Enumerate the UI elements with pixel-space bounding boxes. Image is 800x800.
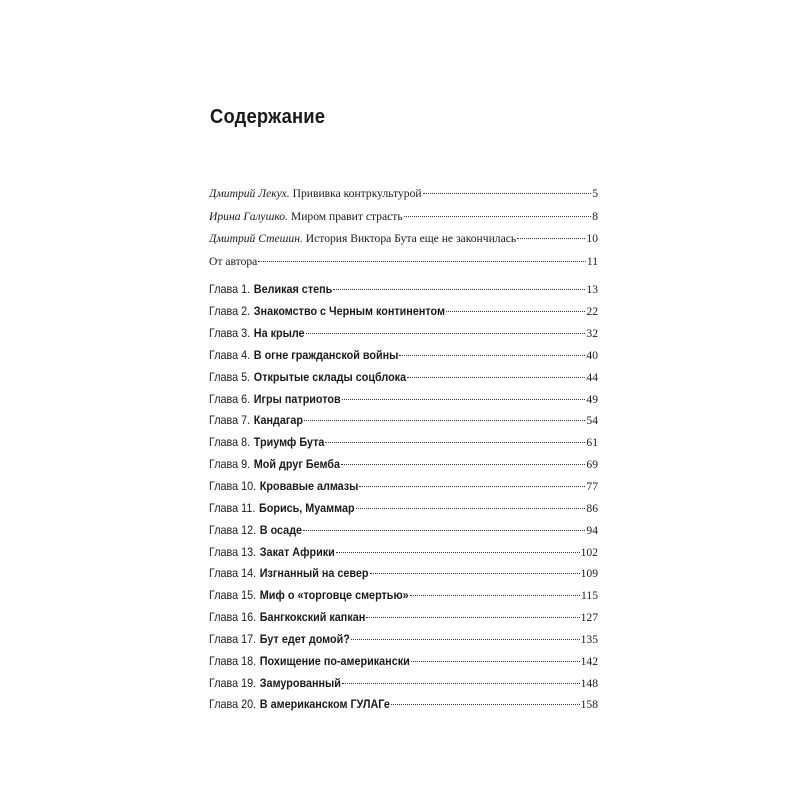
toc-chapter-number: Глава 6. xyxy=(209,391,251,406)
toc-chapter-title: Бут едет домой? xyxy=(259,631,350,646)
toc-chapter-title: Игры патриотов xyxy=(253,391,341,406)
toc-entry-title: История Виктора Бута еще не закончилась xyxy=(305,232,517,246)
toc-chapter-entry[interactable] xyxy=(209,279,598,301)
toc-dot-leader xyxy=(336,552,580,553)
toc-page-number: 40 xyxy=(586,348,598,362)
toc-dot-leader xyxy=(407,377,585,378)
toc-dot-leader xyxy=(341,464,585,465)
toc-chapter-title: Миф о «торговце смертью» xyxy=(259,588,409,603)
toc-chapter-title: Бангкокский капкан xyxy=(259,610,366,625)
toc-chapter-entry[interactable] xyxy=(209,367,598,389)
toc-entry-text xyxy=(209,651,410,673)
toc-entry-text xyxy=(209,389,341,411)
toc-chapter-title: Кровавые алмазы xyxy=(259,478,359,493)
toc-dot-leader xyxy=(303,530,585,531)
toc-chapter-title: На крыле xyxy=(253,326,305,341)
toc-entry-text xyxy=(209,367,406,389)
toc-page-number: 102 xyxy=(580,545,598,559)
toc-entry-text xyxy=(209,206,403,229)
toc-chapter-entry[interactable] xyxy=(209,585,598,607)
toc-chapter-title: Замурованный xyxy=(259,675,341,690)
toc-page-number: 8 xyxy=(592,209,598,223)
toc-dot-leader xyxy=(366,617,579,618)
toc-chapter-number: Глава 9. xyxy=(209,457,251,472)
toc-entry-text xyxy=(209,520,302,542)
toc-page-number: 158 xyxy=(580,698,598,712)
toc-dot-leader xyxy=(342,399,586,400)
toc-dot-leader xyxy=(351,639,580,640)
toc-chapter-entry[interactable] xyxy=(209,520,598,542)
toc-chapter-number: Глава 10. xyxy=(209,478,257,493)
toc-dot-leader xyxy=(517,238,585,239)
toc-entry-text xyxy=(209,432,324,454)
toc-chapter-title: Открытые склады соцблока xyxy=(253,369,407,384)
toc-chapter-number: Глава 4. xyxy=(209,347,251,362)
toc-dot-leader xyxy=(258,261,586,262)
toc-page-number: 13 xyxy=(586,283,598,297)
toc-front-matter-entry[interactable] xyxy=(209,183,598,206)
toc-entry-text xyxy=(209,673,341,695)
toc-chapter-title: В огне гражданской войны xyxy=(253,347,399,362)
toc-entry-text xyxy=(209,694,390,716)
toc-chapter-entry[interactable] xyxy=(209,673,598,695)
toc-chapter-number: Глава 8. xyxy=(209,435,251,450)
table-of-contents xyxy=(209,183,598,716)
toc-chapter-entry[interactable] xyxy=(209,629,598,651)
toc-front-matter-entry[interactable] xyxy=(209,251,598,274)
toc-page-number: 127 xyxy=(580,611,598,625)
toc-entry-title: Миром правит страсть xyxy=(290,209,403,223)
toc-page-number: 86 xyxy=(586,501,598,515)
toc-page-number: 142 xyxy=(580,654,598,668)
toc-chapter-number: Глава 15. xyxy=(209,588,257,603)
toc-dot-leader xyxy=(325,442,585,443)
toc-page-number: 148 xyxy=(580,676,598,690)
toc-chapter-number: Глава 16. xyxy=(209,610,257,625)
toc-entry-author: Дмитрий Стешин. xyxy=(209,232,303,246)
toc-chapter-number: Глава 7. xyxy=(209,413,251,428)
toc-entry-text xyxy=(209,542,335,564)
toc-entry-author: Дмитрий Лекух. xyxy=(209,187,290,200)
toc-page-number: 109 xyxy=(580,567,598,581)
toc-chapter-title: В американском ГУЛАГе xyxy=(259,697,390,712)
toc-dot-leader xyxy=(342,683,580,684)
toc-dot-leader xyxy=(446,311,585,312)
toc-page-number: 10 xyxy=(586,232,598,246)
toc-chapter-title: В осаде xyxy=(259,522,303,537)
toc-entry-title: От автора xyxy=(209,254,258,268)
toc-chapter-number: Глава 18. xyxy=(209,653,257,668)
toc-entry-text xyxy=(209,629,350,651)
toc-entry-text xyxy=(209,228,516,251)
toc-dot-leader xyxy=(423,193,592,194)
toc-chapter-number: Глава 14. xyxy=(209,566,257,581)
toc-chapter-entry[interactable] xyxy=(209,432,598,454)
page-title: Содержание xyxy=(210,106,326,128)
toc-chapter-title: Закат Африки xyxy=(259,544,335,559)
toc-page-number: 5 xyxy=(592,187,598,200)
toc-chapter-number: Глава 20. xyxy=(209,697,257,712)
toc-page-number: 44 xyxy=(586,370,598,384)
toc-chapter-number: Глава 3. xyxy=(209,326,251,341)
toc-entry-text xyxy=(209,476,358,498)
toc-chapter-number: Глава 19. xyxy=(209,675,257,690)
toc-entry-text xyxy=(209,585,409,607)
toc-chapter-number: Глава 5. xyxy=(209,369,251,384)
toc-chapter-title: Великая степь xyxy=(253,282,333,297)
toc-chapter-entry[interactable] xyxy=(209,410,598,432)
toc-page-number: 54 xyxy=(586,414,598,428)
toc-front-matter-entry[interactable] xyxy=(209,206,598,229)
toc-chapter-title: Мой друг Бемба xyxy=(253,457,340,472)
toc-entry-text xyxy=(209,279,332,301)
toc-dot-leader xyxy=(399,355,585,356)
toc-page-number: 94 xyxy=(586,523,598,537)
toc-entry-text xyxy=(209,410,303,432)
toc-entry-text xyxy=(209,323,305,345)
toc-dot-leader xyxy=(359,486,585,487)
toc-chapter-entry[interactable] xyxy=(209,323,598,345)
toc-chapter-entry[interactable] xyxy=(209,301,598,323)
toc-entry-text xyxy=(209,345,398,367)
toc-chapter-entry[interactable] xyxy=(209,542,598,564)
toc-entry-text xyxy=(209,454,340,476)
toc-entry-text xyxy=(209,183,422,206)
toc-chapter-title: Борись, Муаммар xyxy=(258,500,355,515)
toc-chapter-title: Изгнанный на север xyxy=(259,566,369,581)
toc-page-number: 32 xyxy=(586,327,598,341)
toc-chapter-entry[interactable] xyxy=(209,607,598,629)
toc-dot-leader xyxy=(411,661,580,662)
toc-page-number: 11 xyxy=(586,254,598,268)
toc-dot-leader xyxy=(306,333,586,334)
toc-page-number: 61 xyxy=(586,436,598,450)
toc-entry-text xyxy=(209,563,369,585)
toc-dot-leader xyxy=(304,420,585,421)
toc-page-number: 69 xyxy=(586,458,598,472)
toc-page-number: 77 xyxy=(586,479,598,493)
toc-dot-leader xyxy=(370,573,580,574)
toc-page-number: 115 xyxy=(581,589,598,603)
toc-entry-text xyxy=(209,301,445,323)
toc-chapter-number: Глава 2. xyxy=(209,304,251,319)
toc-chapter-title: Кандагар xyxy=(253,413,304,428)
toc-front-matter-entry[interactable] xyxy=(209,228,598,251)
toc-chapter-title: Похищение по-американски xyxy=(259,653,410,668)
toc-entry-text xyxy=(209,607,365,629)
toc-chapter-entry[interactable] xyxy=(209,454,598,476)
toc-dot-leader xyxy=(404,216,592,217)
toc-page-number: 49 xyxy=(586,392,598,406)
toc-chapter-number: Глава 17. xyxy=(209,631,257,646)
toc-chapter-entry[interactable] xyxy=(209,389,598,411)
toc-chapter-entry[interactable] xyxy=(209,498,598,520)
toc-chapter-entry[interactable] xyxy=(209,694,598,716)
toc-chapter-entry[interactable] xyxy=(209,651,598,673)
toc-chapter-entry[interactable] xyxy=(209,345,598,367)
toc-dot-leader xyxy=(356,508,586,509)
toc-entry-text xyxy=(209,251,257,274)
toc-chapter-number: Глава 1. xyxy=(209,282,251,297)
toc-page-number: 135 xyxy=(580,632,598,646)
toc-chapter-entry[interactable] xyxy=(209,476,598,498)
toc-chapter-number: Глава 12. xyxy=(209,522,257,537)
toc-page-number: 22 xyxy=(586,305,598,319)
toc-entry-text xyxy=(209,498,355,520)
toc-chapter-entry[interactable] xyxy=(209,563,598,585)
toc-chapter-number: Глава 13. xyxy=(209,544,257,559)
toc-chapter-title: Знакомство с Черным континентом xyxy=(253,304,445,319)
toc-chapter-number: Глава 11. xyxy=(209,500,256,515)
toc-dot-leader xyxy=(391,704,580,705)
toc-entry-title: Прививка контркультурой xyxy=(292,187,422,200)
toc-entry-author: Ирина Галушко. xyxy=(209,209,288,223)
toc-chapter-title: Триумф Бута xyxy=(253,435,325,450)
toc-dot-leader xyxy=(410,595,580,596)
toc-dot-leader xyxy=(333,289,585,290)
